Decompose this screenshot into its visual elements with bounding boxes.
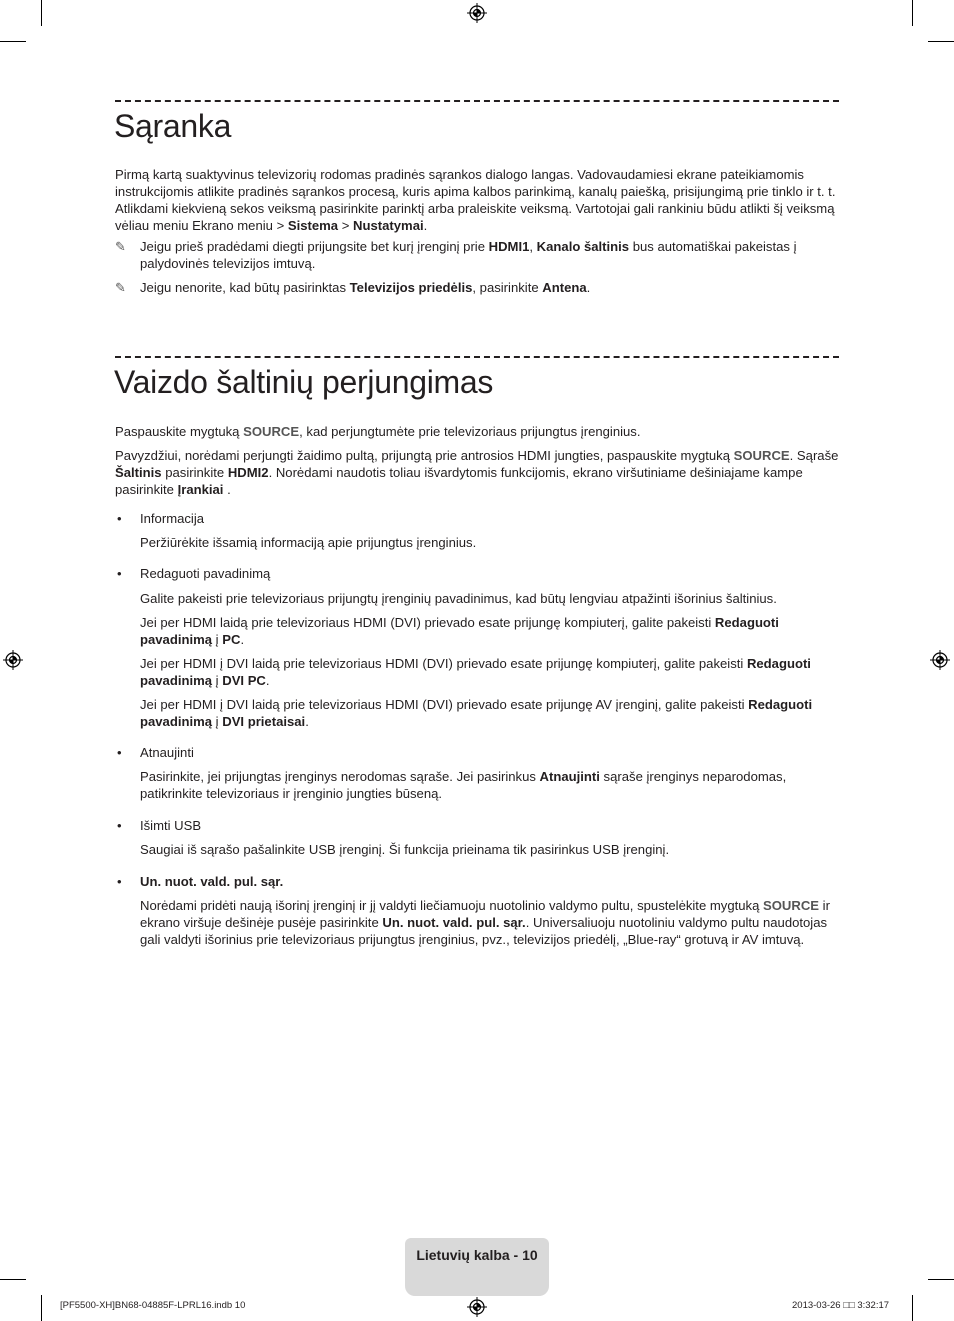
list-item-description: Norėdami pridėti naują išorinį įrenginį ir jį valdyti liečiamuoju nuotolinio valdymo pultu, spustelėkite mygtuką SOURCE ir ekrano viršuje dešinėje pusėje pasirinkite Un. nuot. vald. pul. sąr.. Universaliuoju nuotoliniu valdymo pultu naudotojas gali valdyti išorinius prie televizoriaus prijungtus įrenginius, pvz., televizijos priedėlį, „Blue-ray“ grotuvą ir AV imtuvą. xyxy=(140,898,830,947)
file-info: [PF5500-XH]BN68-04885F-LPRL16.indb 10 xyxy=(60,1300,246,1311)
list-item-label: Informacija xyxy=(140,511,205,526)
list-item-label: Atnaujinti xyxy=(140,745,194,760)
source-keyword: SOURCE xyxy=(243,424,300,439)
list-item-description: Peržiūrėkite išsamią informaciją apie prijungtus įrenginius. xyxy=(140,535,477,550)
menu-system: Sistema xyxy=(287,218,339,233)
intro-end: . xyxy=(423,218,428,233)
section-title-saranka: Sąranka xyxy=(114,108,232,144)
source-paragraph-2: Pavyzdžiui, norėdami perjungti žaidimo pultą, prijungtą prie antrosios HDMI jungties, paspauskite mygtuką SOURCE. Sąraše Šaltinis pasirinkite HDMI2. Norėdami naudotis toliau išvardytomis funkcijomis, ekrano viršutiniame dešiniajame kampe pasirinkite Įrankiai . xyxy=(115,448,839,497)
page-number-label: Lietuvių kalba - 10 xyxy=(416,1247,538,1263)
intro-text: Pirmą kartą suaktyvinus televizorių rodomas pradinės sąrankos dialogo langas. Vadovaudamiesi ekrane pateikiamomis instrukcijomis atlikite pradinės sąrankos procesą, kuris apima kalbos parinkimą, kanalų paiešką, prisijungimą prie tinklo ir t. t. Atlikdami kiekvieną sekos veiksmą pasirinkite parinktį arba praleiskite veiksmą. Vartotojai gali rankiniu būdu atlikti šį veiksmą vėliau meniu Ekrano meniu > xyxy=(115,167,836,233)
registration-mark-icon xyxy=(3,650,23,670)
bullet-dot: • xyxy=(117,745,122,760)
list-item-label: Išimti USB xyxy=(140,818,202,833)
bullet-dot: • xyxy=(117,874,122,889)
pencil-note-icon: ✎ xyxy=(115,239,126,254)
note-text: Jeigu prieš pradėdami diegti prijungsite bet kurį įrenginį prie HDMI1, Kanalo šaltinis bus automatiškai pakeistas į palydovinės televizijos imtuvą. xyxy=(140,239,797,271)
section-divider xyxy=(115,100,839,102)
bullet-dot: • xyxy=(117,566,122,581)
crop-mark xyxy=(928,41,954,42)
note-hdmi1 xyxy=(115,238,839,272)
crop-mark xyxy=(912,1295,913,1321)
section-title-source-switching: Vaizdo šaltinių perjungimas xyxy=(114,364,494,400)
list-item-description: Galite pakeisti prie televizoriaus prijungtų įrenginių pavadinimus, kad būtų lengviau atpažinti išorinius šaltinius. xyxy=(140,591,777,606)
note-text: Jeigu nenorite, kad būtų pasirinktas Televizijos priedėlis, pasirinkite Antena. xyxy=(140,280,591,295)
rename-dvi-pc-text: Jei per HDMI į DVI laidą prie televizoriaus HDMI (DVI) prievado esate prijungę kompiuterį, galite pakeisti Redaguoti pavadinimą į DVI PC. xyxy=(140,656,811,688)
page-number-tab xyxy=(405,1238,549,1296)
list-item-label: Un. nuot. vald. pul. sąr. xyxy=(140,874,284,889)
crop-mark xyxy=(928,1279,954,1280)
crop-mark xyxy=(912,0,913,26)
setup-intro-paragraph xyxy=(115,166,839,234)
note-antenna xyxy=(115,279,839,296)
print-timestamp: 2013-03-26 □□ 3:32:17 xyxy=(792,1300,890,1311)
rename-dvi-devices-text: Jei per HDMI į DVI laidą prie televizoriaus HDMI (DVI) prievado esate prijungę AV įrenginį, galite pakeisti Redaguoti pavadinimą į DVI prietaisai. xyxy=(140,697,813,729)
crop-mark xyxy=(41,0,42,26)
bullet-dot: • xyxy=(117,511,122,526)
registration-mark-icon xyxy=(467,3,487,23)
bullet-dot: • xyxy=(117,818,122,833)
list-item-description: Saugiai iš sąrašo pašalinkite USB įrenginį. Ši funkcija prieinama tik pasirinkus USB įrenginį. xyxy=(140,842,670,857)
source-keyword: SOURCE xyxy=(762,898,820,913)
rename-pc-text: Jei per HDMI laidą prie televizoriaus HDMI (DVI) prievado esate prijungę kompiuterį, galite pakeisti Redaguoti pavadinimą į PC. xyxy=(140,615,779,647)
list-item-label: Redaguoti pavadinimą xyxy=(140,566,271,581)
menu-separator: > xyxy=(338,218,354,233)
registration-mark-icon xyxy=(467,1297,487,1317)
source-paragraph-1: Paspauskite mygtuką SOURCE, kad perjungtumėte prie televizoriaus prijungtus įrenginius. xyxy=(115,424,641,439)
pencil-note-icon: ✎ xyxy=(115,280,126,295)
crop-mark xyxy=(0,1279,26,1280)
section-divider xyxy=(115,356,839,358)
crop-mark xyxy=(41,1295,42,1321)
list-item-description: Pasirinkite, jei prijungtas įrenginys nerodomas sąraše. Jei pasirinkus Atnaujinti sąraše įrenginys neparodomas, patikrinkite televizoriaus ir įrenginio jungties būseną. xyxy=(140,769,787,801)
crop-mark xyxy=(0,41,26,42)
menu-settings: Nustatymai xyxy=(353,218,424,233)
source-keyword: SOURCE xyxy=(733,448,790,463)
registration-mark-icon xyxy=(930,650,950,670)
